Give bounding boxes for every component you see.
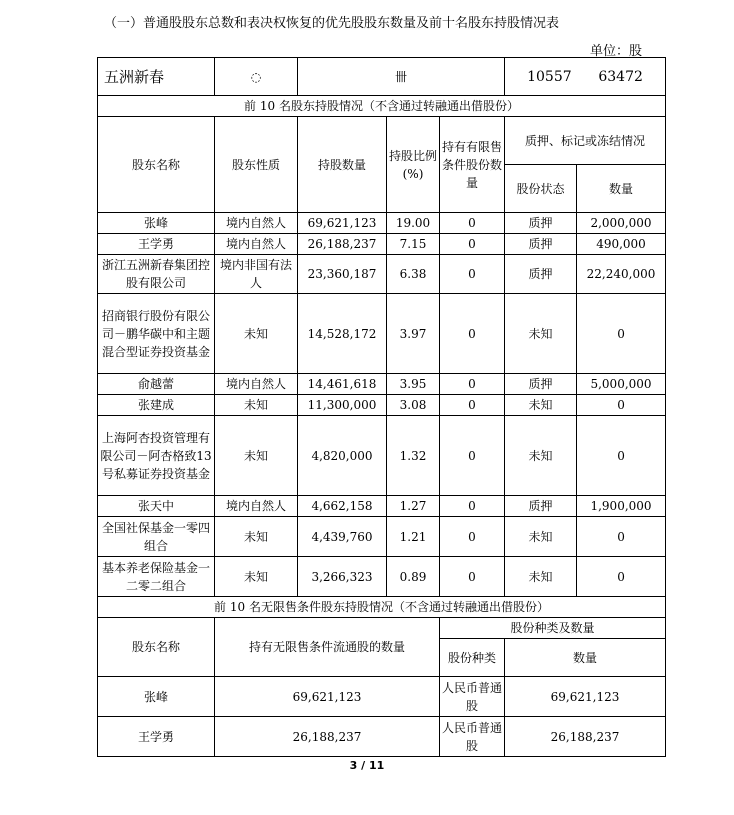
share-kind: 人民币普通股 xyxy=(440,677,505,717)
restricted-shares: 0 xyxy=(440,213,505,234)
unrestricted-header-row-1 xyxy=(98,618,666,639)
holding-ratio: 7.15 xyxy=(387,234,440,255)
pledge-quantity: 490,000 xyxy=(577,234,666,255)
shareholder-nature: 未知 xyxy=(215,395,298,416)
header-pledge-status: 股份状态 xyxy=(505,165,577,213)
shareholder-nature: 未知 xyxy=(215,517,298,557)
shares-held: 69,621,123 xyxy=(298,213,387,234)
shareholder-nature: 境内非国有法人 xyxy=(215,255,298,294)
restricted-shares: 0 xyxy=(440,496,505,517)
restricted-shares: 0 xyxy=(440,517,505,557)
pledge-status: 质押 xyxy=(505,234,577,255)
shares-held: 23,360,187 xyxy=(298,255,387,294)
shareholder-nature: 境内自然人 xyxy=(215,496,298,517)
pledge-status: 质押 xyxy=(505,496,577,517)
pledge-quantity: 0 xyxy=(577,294,666,374)
restricted-shares: 0 xyxy=(440,416,505,496)
unrestricted-name: 张峰 xyxy=(98,677,215,717)
holding-ratio: 1.32 xyxy=(387,416,440,496)
shareholder-name: 浙江五洲新春集团控股有限公司 xyxy=(98,255,215,294)
shareholder-table xyxy=(97,57,666,757)
header-shares: 持股数量 xyxy=(298,117,387,213)
header-row-1 xyxy=(98,117,666,165)
share-kind: 人民币普通股 xyxy=(440,717,505,757)
pledge-status: 质押 xyxy=(505,374,577,395)
unrestricted-header-kind: 股份种类 xyxy=(440,639,505,677)
table-row xyxy=(98,374,666,395)
table-row xyxy=(98,395,666,416)
summary-row xyxy=(98,58,666,96)
holding-ratio: 6.38 xyxy=(387,255,440,294)
table-row xyxy=(98,717,666,757)
shareholder-name: 招商银行股份有限公司－鹏华碳中和主题混合型证券投资基金 xyxy=(98,294,215,374)
restricted-shares: 0 xyxy=(440,294,505,374)
share-amount: 26,188,237 xyxy=(505,717,666,757)
summary-num-1: 10557 xyxy=(527,68,572,85)
section-heading: （一）普通股股东总数和表决权恢复的优先股股东数量及前十名股东持股情况表 xyxy=(104,16,560,31)
header-pledge-group: 质押、标记或冻结情况 xyxy=(505,117,666,165)
top10-title: 前 10 名股东持股情况（不含通过转融通出借股份） xyxy=(98,96,666,117)
header-ratio: 持股比例(%) xyxy=(387,117,440,213)
holding-ratio: 3.97 xyxy=(387,294,440,374)
table-row xyxy=(98,557,666,597)
shareholder-nature: 境内自然人 xyxy=(215,374,298,395)
unrestricted-header-name: 股东名称 xyxy=(98,618,215,677)
holding-ratio: 1.21 xyxy=(387,517,440,557)
summary-mark-1: ◌ xyxy=(215,58,298,96)
pledge-status: 质押 xyxy=(505,255,577,294)
shares-held: 4,662,158 xyxy=(298,496,387,517)
shareholder-name: 上海阿杏投资管理有限公司－阿杏格致13号私募证券投资基金 xyxy=(98,416,215,496)
summary-numbers xyxy=(505,58,666,96)
header-name: 股东名称 xyxy=(98,117,215,213)
table-row xyxy=(98,416,666,496)
table-row xyxy=(98,255,666,294)
shareholder-nature: 境内自然人 xyxy=(215,234,298,255)
holding-ratio: 1.27 xyxy=(387,496,440,517)
pledge-status: 未知 xyxy=(505,416,577,496)
unit-label: 单位：股 xyxy=(589,44,642,59)
shareholder-nature: 未知 xyxy=(215,557,298,597)
pledge-quantity: 0 xyxy=(577,557,666,597)
table-row xyxy=(98,294,666,374)
pledge-quantity: 5,000,000 xyxy=(577,374,666,395)
shareholder-name: 俞越蕾 xyxy=(98,374,215,395)
restricted-shares: 0 xyxy=(440,255,505,294)
holding-ratio: 0.89 xyxy=(387,557,440,597)
unrestricted-header-group: 股份种类及数量 xyxy=(440,618,666,639)
unrestricted-header-amount: 数量 xyxy=(505,639,666,677)
shareholder-name: 全国社保基金一零四组合 xyxy=(98,517,215,557)
table-row xyxy=(98,213,666,234)
unrestricted-header-qty: 持有无限售条件流通股的数量 xyxy=(215,618,440,677)
shares-held: 11,300,000 xyxy=(298,395,387,416)
shares-held: 4,439,760 xyxy=(298,517,387,557)
unrestricted-title: 前 10 名无限售条件股东持股情况（不含通过转融通出借股份） xyxy=(98,597,666,618)
header-nature: 股东性质 xyxy=(215,117,298,213)
holding-ratio: 3.95 xyxy=(387,374,440,395)
shareholder-nature: 未知 xyxy=(215,416,298,496)
table-row xyxy=(98,517,666,557)
company-name: 五洲新春 xyxy=(98,58,215,96)
unrestricted-title-row xyxy=(98,597,666,618)
restricted-shares: 0 xyxy=(440,395,505,416)
shares-held: 26,188,237 xyxy=(298,234,387,255)
unrestricted-qty: 26,188,237 xyxy=(215,717,440,757)
header-pledge-qty: 数量 xyxy=(577,165,666,213)
shares-held: 3,266,323 xyxy=(298,557,387,597)
pledge-status: 未知 xyxy=(505,294,577,374)
top10-title-row xyxy=(98,96,666,117)
unrestricted-name: 王学勇 xyxy=(98,717,215,757)
shares-held: 4,820,000 xyxy=(298,416,387,496)
pledge-quantity: 2,000,000 xyxy=(577,213,666,234)
table-row xyxy=(98,496,666,517)
share-amount: 69,621,123 xyxy=(505,677,666,717)
holding-ratio: 19.00 xyxy=(387,213,440,234)
pledge-quantity: 0 xyxy=(577,395,666,416)
table-row xyxy=(98,234,666,255)
holding-ratio: 3.08 xyxy=(387,395,440,416)
pledge-status: 未知 xyxy=(505,395,577,416)
shares-held: 14,461,618 xyxy=(298,374,387,395)
restricted-shares: 0 xyxy=(440,557,505,597)
shareholder-name: 基本养老保险基金一二零二组合 xyxy=(98,557,215,597)
page-number: 3 / 11 xyxy=(349,759,385,772)
restricted-shares: 0 xyxy=(440,234,505,255)
table-row xyxy=(98,677,666,717)
pledge-quantity: 1,900,000 xyxy=(577,496,666,517)
shareholder-name: 王学勇 xyxy=(98,234,215,255)
header-restricted: 持有有限售条件股份数量 xyxy=(440,117,505,213)
unrestricted-qty: 69,621,123 xyxy=(215,677,440,717)
shareholder-nature: 境内自然人 xyxy=(215,213,298,234)
shareholder-nature: 未知 xyxy=(215,294,298,374)
shareholder-name: 张峰 xyxy=(98,213,215,234)
summary-mark-2: 卌 xyxy=(298,58,505,96)
pledge-status: 未知 xyxy=(505,557,577,597)
restricted-shares: 0 xyxy=(440,374,505,395)
pledge-quantity: 0 xyxy=(577,416,666,496)
pledge-status: 未知 xyxy=(505,517,577,557)
shareholder-name: 张建成 xyxy=(98,395,215,416)
summary-num-2: 63472 xyxy=(598,68,643,85)
pledge-quantity: 0 xyxy=(577,517,666,557)
shares-held: 14,528,172 xyxy=(298,294,387,374)
pledge-status: 质押 xyxy=(505,213,577,234)
shareholder-name: 张天中 xyxy=(98,496,215,517)
pledge-quantity: 22,240,000 xyxy=(577,255,666,294)
